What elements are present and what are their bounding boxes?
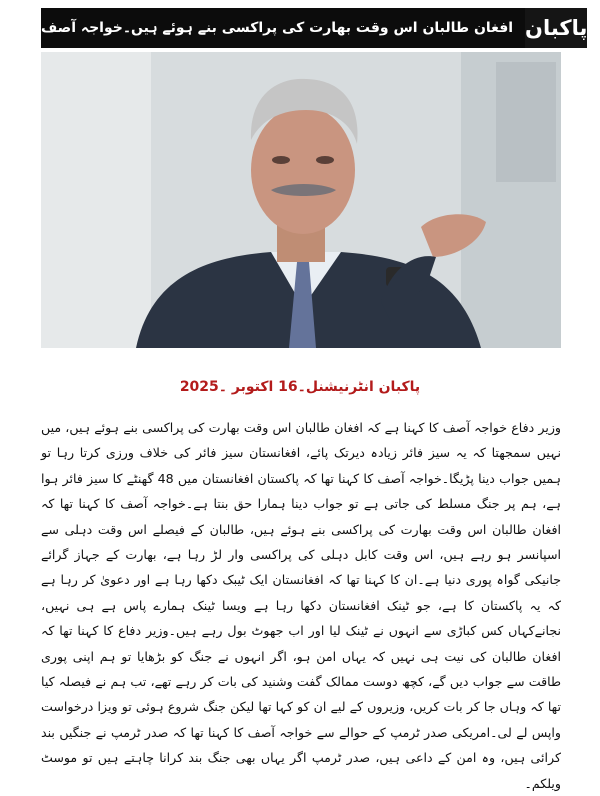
dateline: پاکبان انٹرنیشنل۔16 اکتوبر ۔2025 — [179, 379, 421, 395]
article-body: وزیر دفاع خواجہ آصف کا کہنا ہے کہ افغان طالبان اس وقت بھارت کی پراکسی بنے ہوئے ہیں، میں نہیں سمجھتا کہ یہ سیز فائر زیادہ دیرتک پائے، افغانستان سیز فائر کی خلاف ورزی کرتا رہا تو ہمیں جواب دینا پڑیگا۔خواجہ آصف کا کہنا تھا کہ پاکستان افغانستان میں 48 گھنٹے کا سیز فائر ہوا ہے، ہم پر جنگ مسلط کی جاتی ہے تو جواب دینا ہمارا حق بنتا ہے۔خواجہ آصف کا کہنا تھا کہ افغان طالبان اس وقت بھارت کی پراکسی بنے ہوئے ہیں، طالبان کے فیصلے اس وقت دہلی سے اسپانسر ہو رہے ہیں، اس وقت کابل دہلی کی پراکسی وار لڑ رہا ہے، بھارت کے جہاز گرائے جانیکی گواہ پوری دنیا ہے۔ان کا کہنا تھا کہ افغانستان ایک ٹیبک دکھا رہا ہے اور دعویٰ کر رہا ہے کہ یہ پاکستان کا ہے، جو ٹینک افغانستان دکھا رہا ہے ویسا ٹینک ہمارے پاس ہے ہی نہیں، نجانےکہاں کس کباڑی سے انہوں نے ٹینک لیا اور اب جھوٹ بول رہے ہیں۔وزیر دفاع کا کہنا تھا کہ افغان طالبان کی نیت ہی نہیں کہ یہاں امن ہو، اگر انہوں نے جنگ کو بڑھایا تو ہم اپنی پوری طاقت سے جواب دیں گے، کچھ دوست ممالک گفت وشنید کی بات کر رہے تھے، تب ہم نے فیصلہ کیا تھا کہ وہاں جا کر بات کریں، وزیروں کے لیے ان کو کہا تھا لیکن جنگ شروع ہوئی تو ویزا درخواست واپس لے لی۔امریکی صدر ٹرمپ کے حوالے سے خواجہ آصف کا کہنا تھا کہ صدر ٹرمپ نے جنگیں بند کرائی ہیں، وہ امن کے داعی ہیں، صدر ٹرمپ اگر یہاں بھی جنگ بند کرانا چاہتے ہیں تو موسٹ ویلکم۔ — [41, 420, 561, 791]
news-header-bar — [41, 8, 588, 48]
brand-logo: پاکبان — [525, 8, 589, 48]
news-photo — [41, 52, 561, 348]
person-photo-icon — [41, 52, 561, 348]
headline: افغان طالبان اس وقت بھارت کی پراکسی بنے ہوئے ہیں۔خواجہ آصف — [41, 20, 514, 36]
